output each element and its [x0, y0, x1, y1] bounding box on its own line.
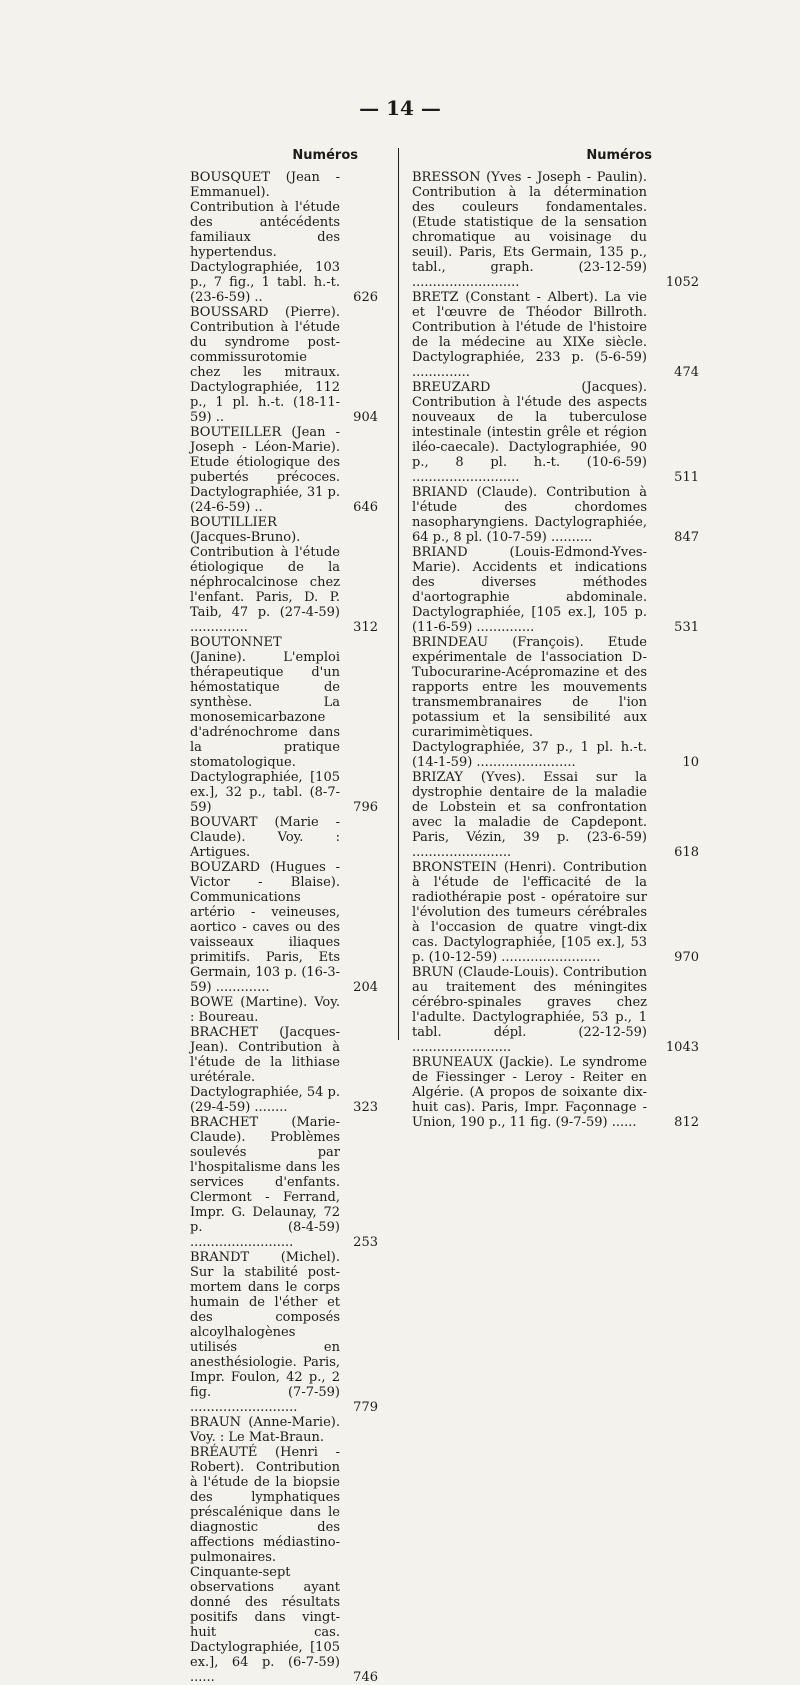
- entry-text: BRIAND (Louis-Edmond-Yves-Marie). Accidents et indications des diverses méthodes d'aortographie abdominale. Dactylographiée, [105 ex.], 105 p. (11-6-59) ..............: [412, 545, 647, 635]
- index-entry: [412, 290, 699, 380]
- right-column-header: Numéros: [586, 148, 652, 163]
- entry-text: BOUTEILLER (Jean - Joseph - Léon-Marie). Etude étiologique des pubertés précoces. Dactylographiée, 31 p. (24-6-59) ..: [190, 425, 340, 515]
- entry-number: 618: [674, 845, 699, 860]
- entry-text: BRESSON (Yves - Joseph - Paulin). Contribution à la détermination des couleurs fondamentales. (Etude statistique de la sensation chromatique au voisinage du seuil). Paris, Ets Germain, 135 p., tabl., graph. (23-12-59) ..........................: [412, 170, 647, 290]
- index-entry: [190, 305, 378, 425]
- entry-text: BRUN (Claude-Louis). Contribution au traitement des méningites cérébro-spinales graves chez l'adulte. Dactylographiée, 53 p., 1 tabl. dépl. (22-12-59) ........................: [412, 965, 647, 1055]
- entry-text: BRAUN (Anne-Marie). Voy. : Le Mat-Braun.: [190, 1415, 340, 1445]
- index-entry: [412, 485, 699, 545]
- entry-text: BOWE (Martine). Voy. : Boureau.: [190, 995, 340, 1025]
- index-entry: [190, 1415, 340, 1445]
- left-column: [190, 148, 378, 1685]
- index-entry: [190, 1025, 378, 1115]
- entry-text: BRUNEAUX (Jackie). Le syndrome de Fiessinger - Leroy - Reiter en Algérie. (A propos de soixante dix-huit cas). Paris, Impr. Façonnage - Union, 190 p., 11 fig. (9-7-59) ......: [412, 1055, 647, 1130]
- entry-number: 253: [353, 1235, 378, 1250]
- entry-number: 531: [674, 620, 699, 635]
- index-entry: [190, 515, 378, 635]
- entry-number: 474: [674, 365, 699, 380]
- index-entry: [190, 1445, 378, 1685]
- entry-number: 796: [353, 800, 378, 815]
- entry-text: BOUSSARD (Pierre). Contribution à l'étude du syndrome post-commissurotomie chez les mitraux. Dactylographiée, 112 p., 1 pl. h.-t. (18-11-59) ..: [190, 305, 340, 425]
- entry-text: BREUZARD (Jacques). Contribution à l'étude des aspects nouveaux de la tuberculose intestinale (intestin grêle et région iléo-caecale). Dactylographiée, 90 p., 8 pl. h.-t. (10-6-59) ..........................: [412, 380, 647, 485]
- index-entry: [412, 1055, 699, 1130]
- right-entry-list: [412, 170, 699, 1130]
- right-column: [412, 148, 699, 1130]
- index-entry: [190, 635, 378, 815]
- entry-text: BOUSQUET (Jean - Emmanuel). Contribution à l'étude des antécédents familiaux des hypertendus. Dactylographiée, 103 p., 7 fig., 1 tabl. h.-t. (23-6-59) ..: [190, 170, 340, 305]
- entry-number: 646: [353, 500, 378, 515]
- index-entry: [190, 860, 378, 995]
- page-number: — 14 —: [359, 96, 441, 120]
- index-entry: [190, 815, 340, 860]
- entry-number: 904: [353, 410, 378, 425]
- entry-number: 323: [353, 1100, 378, 1115]
- index-entry: [412, 170, 699, 290]
- entry-number: 312: [353, 620, 378, 635]
- index-entry: [412, 635, 699, 770]
- index-entry: [190, 995, 340, 1025]
- entry-number: 746: [353, 1670, 378, 1685]
- entry-text: BRINDEAU (François). Etude expérimentale de l'association D-Tubocurarine-Acépromazine et des rapports entre les mouvements transmembranaires de l'ion potassium et la sensibilité aux curarimimètiques. Dactylographiée, 37 p., 1 pl. h.-t. (14-1-59) ........................: [412, 635, 647, 770]
- entry-text: BRANDT (Michel). Sur la stabilité post-mortem dans le corps humain de l'éther et des composés alcoylhalogènes utilisés en anesthésiologie. Paris, Impr. Foulon, 42 p., 2 fig. (7-7-59) ..........................: [190, 1250, 340, 1415]
- index-entry: [412, 770, 699, 860]
- entry-number: 1052: [665, 275, 699, 290]
- index-entry: [412, 545, 699, 635]
- entry-number: 779: [353, 1400, 378, 1415]
- entry-text: BRIAND (Claude). Contribution à l'étude des chordomes nasopharyngiens. Dactylographiée, 64 p., 8 pl. (10-7-59) ..........: [412, 485, 647, 545]
- left-column-header: Numéros: [292, 148, 358, 163]
- entry-text: BRACHET (Jacques-Jean). Contribution à l'étude de la lithiase urétérale. Dactylographiée, 54 p. (29-4-59) ........: [190, 1025, 340, 1115]
- index-entry: [412, 860, 699, 965]
- left-entry-list: [190, 170, 378, 1685]
- entry-number: 847: [674, 530, 699, 545]
- entry-text: BOUVART (Marie - Claude). Voy. : Artigues.: [190, 815, 340, 860]
- index-entry: [190, 1115, 378, 1250]
- entry-text: BRONSTEIN (Henri). Contribution à l'étude de l'efficacité de la radiothérapie post - opératoire sur l'évolution des tumeurs cérébrales à l'occasion de quatre vingt-dix cas. Dactylographiée, [105 ex.], 53 p. (10-12-59) ........................: [412, 860, 647, 965]
- entry-text: BRÉAUTÉ (Henri - Robert). Contribution à l'étude de la biopsie des lymphatiques préscalénique dans le diagnostic des affections médiastino-pulmonaires. Cinquante-sept observations ayant donné des résultats positifs dans vingt-huit cas. Dactylographiée, [105 ex.], 64 p. (6-7-59) ......: [190, 1445, 340, 1685]
- index-entry: [412, 380, 699, 485]
- entry-text: BOUTILLIER (Jacques-Bruno). Contribution à l'étude étiologique de la néphrocalcinose chez l'enfant. Paris, D. P. Taib, 47 p. (27-4-59) ..............: [190, 515, 340, 635]
- entry-text: BRETZ (Constant - Albert). La vie et l'œuvre de Théodor Billroth. Contribution à l'étude de l'histoire de la médecine au XIXe siècle. Dactylographiée, 233 p. (5-6-59) ..............: [412, 290, 647, 380]
- entry-number: 10: [682, 755, 699, 770]
- entry-number: 1043: [665, 1040, 699, 1055]
- index-entry: [190, 1250, 378, 1415]
- entry-text: BOUTONNET (Janine). L'emploi thérapeutique d'un hémostatique de synthèse. La monosemicarbazone d'adrénochrome dans la pratique stomatologique. Dactylographiée, [105 ex.], 32 p., tabl. (8-7-59): [190, 635, 340, 815]
- entry-text: BOUZARD (Hugues - Victor - Blaise). Communications artério - veineuses, aortico - caves ou des vaisseaux iliaques primitifs. Paris, Ets Germain, 103 p. (16-3-59) .............: [190, 860, 340, 995]
- index-entry: [190, 170, 378, 305]
- entry-number: 204: [353, 980, 378, 995]
- entry-number: 626: [353, 290, 378, 305]
- column-divider: [398, 148, 399, 1040]
- entry-text: BRIZAY (Yves). Essai sur la dystrophie dentaire de la maladie de Lobstein et sa confrontation avec la maladie de Capdepont. Paris, Vézin, 39 p. (23-6-59) ........................: [412, 770, 647, 860]
- entry-text: BRACHET (Marie-Claude). Problèmes soulevés par l'hospitalisme dans les services d'enfants. Clermont - Ferrand, Impr. G. Delaunay, 72 p. (8-4-59) .........................: [190, 1115, 340, 1250]
- index-entry: [412, 965, 699, 1055]
- entry-number: 511: [674, 470, 699, 485]
- entry-number: 970: [674, 950, 699, 965]
- index-entry: [190, 425, 378, 515]
- entry-number: 812: [674, 1115, 699, 1130]
